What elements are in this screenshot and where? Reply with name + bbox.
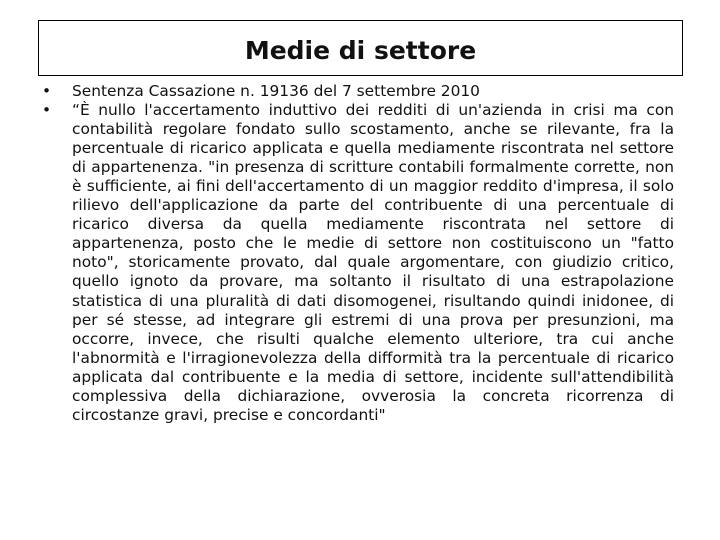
bullet-item-citation — [40, 82, 674, 101]
title-box — [38, 20, 683, 76]
slide-title: Medie di settore — [244, 35, 477, 65]
bullet-text-citation: Sentenza Cassazione n. 19136 del 7 settembre 2010 — [72, 82, 480, 100]
bullet-marker: • — [42, 82, 52, 100]
bullet-list — [40, 82, 674, 425]
bullet-item-quote — [40, 101, 674, 425]
bullet-marker: • — [42, 101, 52, 120]
bullet-text-quote: “È nullo l'accertamento induttivo dei redditi di un'azienda in crisi ma con contabilità regolare fondato sullo scostamento, anche se rilevante, fra la percentuale di ricarico applicata e quella mediamente riscontrata nel settore di appartenenza. "in presenza di scritture contabili formalmente corrette, non è sufficiente, ai fini dell'accertamento di un maggior reddito d'impresa, il solo rilievo dell'applicazione da parte del contribuente di una percentuale di ricarico diversa da quella mediamente riscontrata nel settore di appartenenza, posto che le medie di settore non costituiscono un "fatto noto", storicamente provato, dal quale argomentare, con giudizio critico, quello ignoto da provare, ma soltanto il risultato di una estrapolazione statistica di una pluralità di dati disomogenei, risultando quindi inidonee, di per sé stesse, ad integrare gli estremi di una prova per presunzioni, ma occorre, invece, che risulti qualche elemento ulteriore, tra cui anche l'abnormità e l'irragionevolezza della difformità tra la percentuale di ricarico applicata dal contribuente e la media di settore, incidente sull'attendibilità complessiva della dichiarazione, ovverosia la concreta ricorrenza di circostanze gravi, precise e concordanti" — [72, 101, 674, 424]
